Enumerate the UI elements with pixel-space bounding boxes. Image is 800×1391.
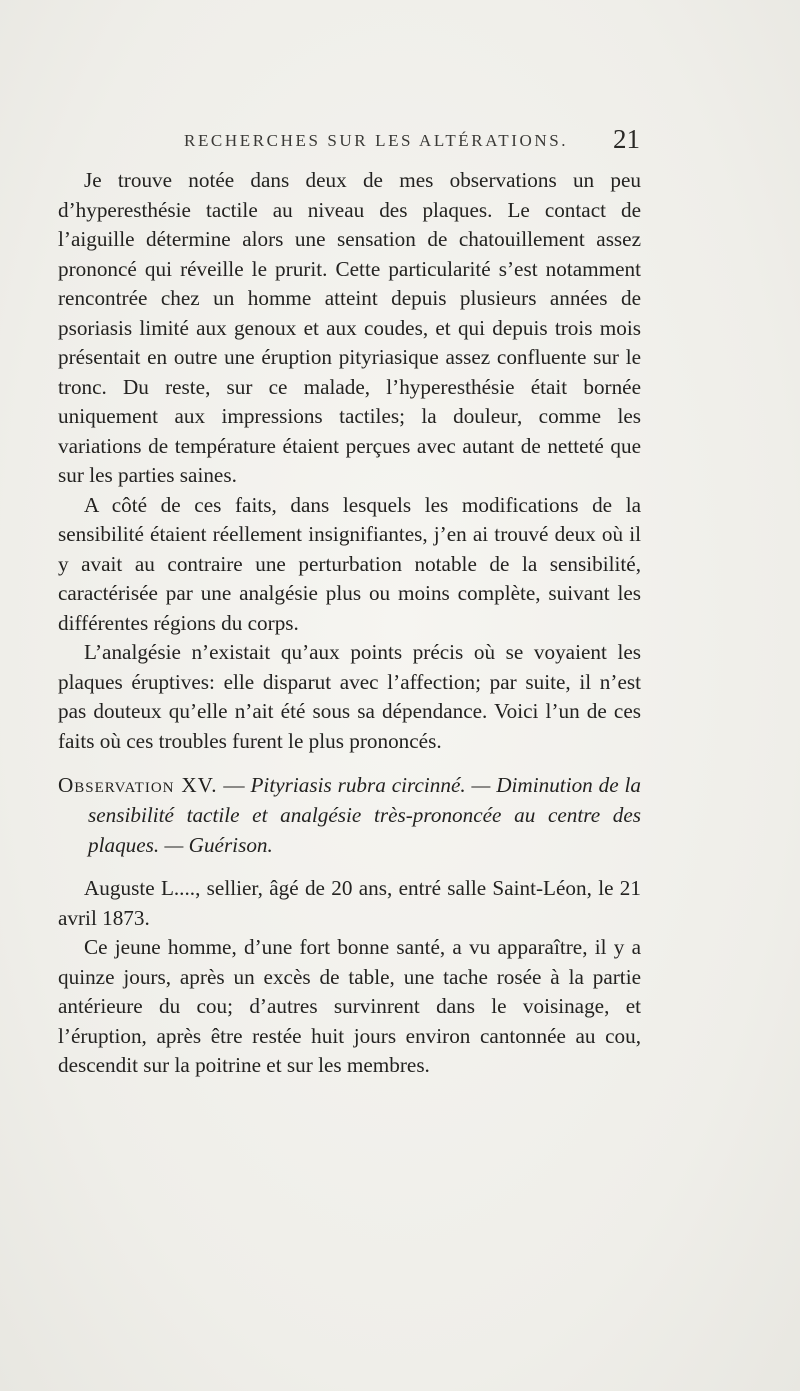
- observation-label: Observation XV.: [58, 773, 218, 797]
- paragraph-analgesia-locations: L’analgésie n’existait qu’aux points précis où se voyaient les plaques éruptives: elle disparut avec l’affection; par suite, il n’est pas douteux qu’elle n’ait été sous sa dépendance. Voici l’un de ces faits où ces troubles furent le plus prononcés.: [58, 640, 641, 753]
- page-body: [58, 166, 641, 1081]
- observation-title: Pityriasis rubra circinné. — Diminution de la sensibilité tactile et analgésie très-prononcée au centre des plaques. — Guérison.: [88, 773, 641, 857]
- paragraph-hyperesthesia: Je trouve notée dans deux de mes observations un peu d’hyperesthésie tactile au niveau des plaques. Le contact de l’aiguille détermine alors une sensation de chatouillement assez prononcé qui réveille le prurit. Cette particularité s’est notamment rencontrée chez un homme atteint depuis plusieurs années de psoriasis limité aux genoux et aux coudes, et qui depuis trois mois présentait en outre une éruption pityriasique assez confluente sur le tronc. Du reste, sur ce malade, l’hyperesthésie était bornée uniquement aux impressions tactiles; la douleur, comme les variations de température étaient perçues avec autant de netteté que sur les parties saines.: [58, 168, 641, 487]
- paragraph-analgesia-cases: A côté de ces faits, dans lesquels les modifications de la sensibilité étaient réellement insignifiantes, j’en ai trouvé deux où il y avait au contraire une perturbation notable de la sensibilité, caractérisée par une analgésie plus ou moins complète, suivant les différentes régions du corps.: [58, 492, 641, 635]
- running-header: [184, 131, 640, 161]
- running-title: RECHERCHES SUR LES ALTÉRATIONS.: [184, 131, 569, 150]
- paragraph-patient-history: Ce jeune homme, d’une fort bonne santé, a vu apparaître, il y a quinze jours, après un excès de table, une tache rosée à la partie antérieure du cou; d’autres survinrent dans le voisinage, et l’éruption, après être restée huit jours environ cantonnée au cou, descendit sur la poitrine et sur les membres.: [58, 935, 641, 1077]
- paragraph-patient-intro: Auguste L...., sellier, âgé de 20 ans, entré salle Saint-Léon, le 21 avril 1873.: [58, 876, 641, 930]
- page-number: 21: [613, 124, 640, 154]
- observation-dash: —: [217, 773, 251, 797]
- observation-heading: [58, 770, 641, 860]
